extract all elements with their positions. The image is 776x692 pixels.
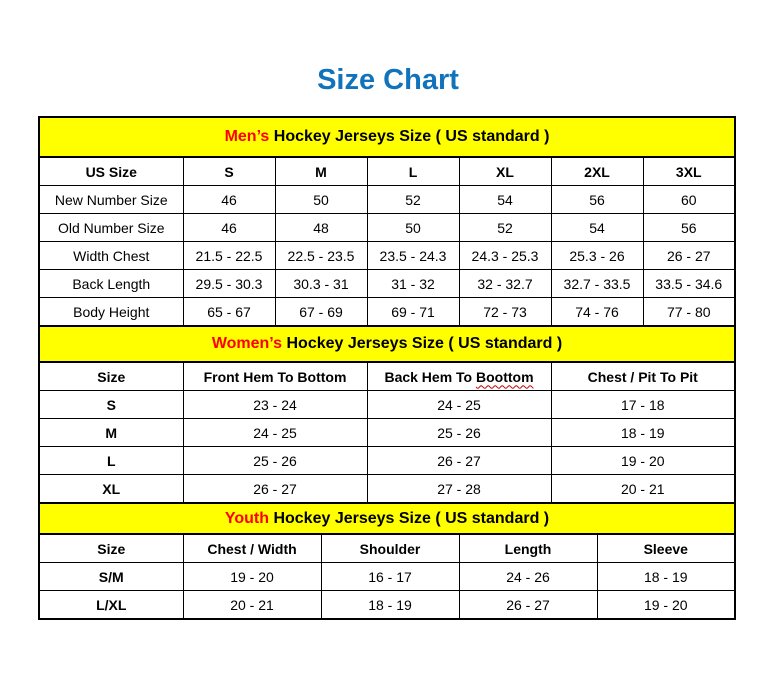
row-label: Back Length — [39, 270, 183, 298]
section-header-row — [39, 362, 735, 391]
row-label: M — [39, 419, 183, 447]
size-value-cell: 65 - 67 — [183, 298, 275, 327]
size-value-cell: 52 — [367, 186, 459, 214]
size-value-cell: 54 — [459, 186, 551, 214]
section-title: Women’s Hockey Jerseys Size ( US standard ) — [39, 326, 735, 362]
size-value-cell: 26 - 27 — [183, 475, 367, 504]
table-row — [39, 475, 735, 504]
size-value-cell: 60 — [643, 186, 735, 214]
row-label: Width Chest — [39, 242, 183, 270]
page-title: Size Chart — [317, 64, 459, 96]
size-value-cell: 33.5 - 34.6 — [643, 270, 735, 298]
size-value-cell: 46 — [183, 186, 275, 214]
size-value-cell: 24 - 25 — [367, 391, 551, 419]
size-value-cell: 29.5 - 30.3 — [183, 270, 275, 298]
section-title: Youth Hockey Jerseys Size ( US standard ) — [39, 503, 735, 534]
size-value-cell: 26 - 27 — [643, 242, 735, 270]
row-label: XL — [39, 475, 183, 504]
size-value-cell: 22.5 - 23.5 — [275, 242, 367, 270]
column-header: M — [275, 157, 367, 186]
column-header: Back Hem To Boottom — [367, 362, 551, 391]
size-value-cell: 48 — [275, 214, 367, 242]
column-header: S — [183, 157, 275, 186]
section-title-highlight: Men’s — [224, 128, 270, 145]
size-value-cell: 18 - 19 — [321, 591, 459, 620]
size-value-cell: 26 - 27 — [459, 591, 597, 620]
column-header: 2XL — [551, 157, 643, 186]
size-value-cell: 56 — [643, 214, 735, 242]
size-value-cell: 46 — [183, 214, 275, 242]
size-value-cell: 30.3 - 31 — [275, 270, 367, 298]
table-row — [39, 270, 735, 298]
table-row — [39, 186, 735, 214]
size-value-cell: 50 — [367, 214, 459, 242]
size-value-cell: 23.5 - 24.3 — [367, 242, 459, 270]
size-value-cell: 24 - 26 — [459, 563, 597, 591]
size-value-cell: 32.7 - 33.5 — [551, 270, 643, 298]
size-value-cell: 19 - 20 — [597, 591, 735, 620]
row-label: L/XL — [39, 591, 183, 620]
column-header: 3XL — [643, 157, 735, 186]
size-value-cell: 17 - 18 — [551, 391, 735, 419]
size-value-cell: 77 - 80 — [643, 298, 735, 327]
section-header-row — [39, 534, 735, 563]
size-value-cell: 50 — [275, 186, 367, 214]
size-value-cell: 16 - 17 — [321, 563, 459, 591]
size-value-cell: 54 — [551, 214, 643, 242]
size-value-cell: 18 - 19 — [597, 563, 735, 591]
size-table-body — [39, 117, 735, 619]
size-value-cell: 24.3 - 25.3 — [459, 242, 551, 270]
section-band — [39, 503, 735, 534]
column-header: Chest / Pit To Pit — [551, 362, 735, 391]
row-label: S — [39, 391, 183, 419]
column-header: Front Hem To Bottom — [183, 362, 367, 391]
table-row — [39, 591, 735, 620]
table-row — [39, 391, 735, 419]
column-header: US Size — [39, 157, 183, 186]
column-header: Size — [39, 534, 183, 563]
section-title-highlight: Women’s — [211, 335, 283, 352]
row-label: L — [39, 447, 183, 475]
size-value-cell: 18 - 19 — [551, 419, 735, 447]
size-value-cell: 69 - 71 — [367, 298, 459, 327]
table-row — [39, 242, 735, 270]
section-band — [39, 117, 735, 157]
column-header: Sleeve — [597, 534, 735, 563]
table-row — [39, 447, 735, 475]
size-value-cell: 26 - 27 — [367, 447, 551, 475]
column-header: Size — [39, 362, 183, 391]
table-row — [39, 214, 735, 242]
size-value-cell: 20 - 21 — [183, 591, 321, 620]
size-value-cell: 23 - 24 — [183, 391, 367, 419]
column-header: Chest / Width — [183, 534, 321, 563]
section-title-highlight: Youth — [224, 509, 269, 527]
column-header: Length — [459, 534, 597, 563]
size-value-cell: 52 — [459, 214, 551, 242]
size-value-cell: 25 - 26 — [183, 447, 367, 475]
size-value-cell: 24 - 25 — [183, 419, 367, 447]
row-label: S/M — [39, 563, 183, 591]
section-header-row — [39, 157, 735, 186]
table-row — [39, 298, 735, 327]
column-header: L — [367, 157, 459, 186]
size-value-cell: 27 - 28 — [367, 475, 551, 504]
row-label: Old Number Size — [39, 214, 183, 242]
size-value-cell: 74 - 76 — [551, 298, 643, 327]
row-label: Body Height — [39, 298, 183, 327]
column-header: XL — [459, 157, 551, 186]
size-value-cell: 19 - 20 — [551, 447, 735, 475]
section-band — [39, 326, 735, 362]
size-value-cell: 25.3 - 26 — [551, 242, 643, 270]
size-value-cell: 56 — [551, 186, 643, 214]
size-value-cell: 67 - 69 — [275, 298, 367, 327]
size-value-cell: 72 - 73 — [459, 298, 551, 327]
size-chart-table — [38, 116, 736, 620]
size-value-cell: 21.5 - 22.5 — [183, 242, 275, 270]
table-row — [39, 419, 735, 447]
row-label: New Number Size — [39, 186, 183, 214]
table-row — [39, 563, 735, 591]
column-header: Shoulder — [321, 534, 459, 563]
section-title: Men’s Hockey Jerseys Size ( US standard ) — [39, 117, 735, 157]
size-value-cell: 20 - 21 — [551, 475, 735, 504]
size-value-cell: 19 - 20 — [183, 563, 321, 591]
size-value-cell: 25 - 26 — [367, 419, 551, 447]
size-value-cell: 32 - 32.7 — [459, 270, 551, 298]
misspelled-word: Boottom — [476, 368, 534, 385]
size-value-cell: 31 - 32 — [367, 270, 459, 298]
